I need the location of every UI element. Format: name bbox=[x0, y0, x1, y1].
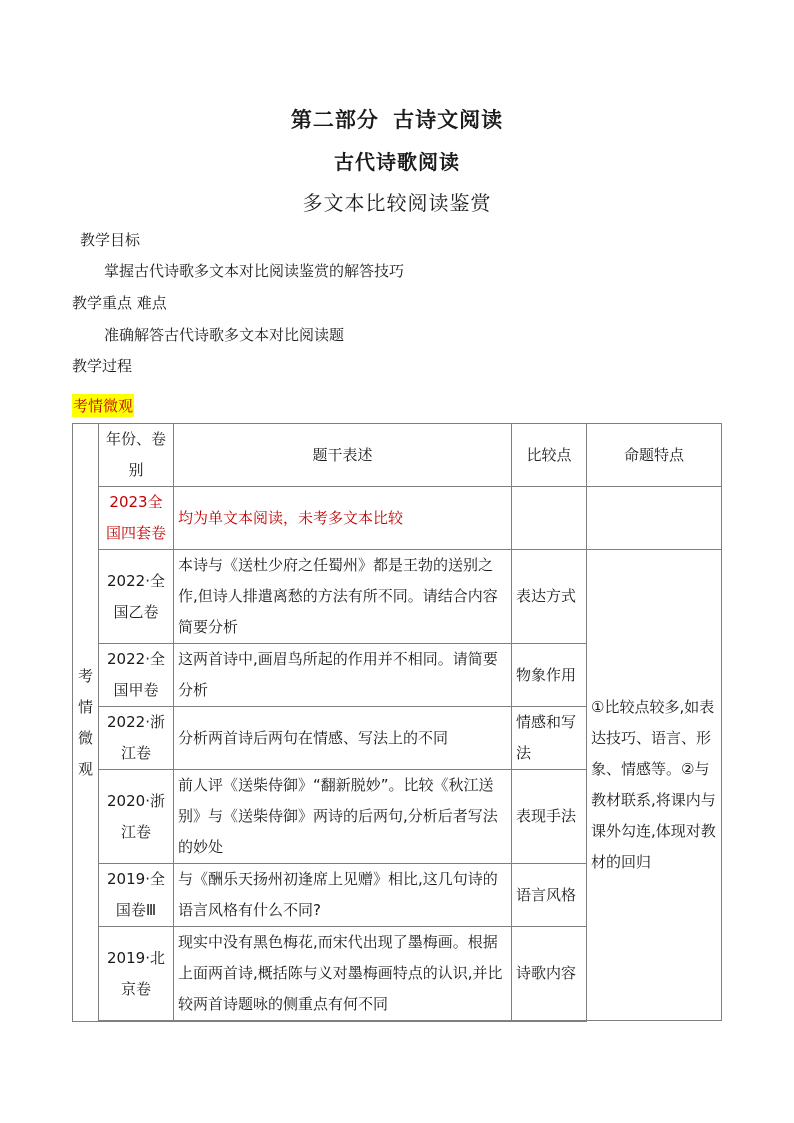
table-header-row bbox=[73, 424, 722, 487]
stem-cell: 本诗与《送杜少府之任蜀州》都是王勃的送别之作,但诗人排遣离愁的方法有所不同。请结合内容简要分析 bbox=[174, 550, 512, 644]
stem-cell: 现实中没有黑色梅花,而宋代出现了墨梅画。根据上面两首诗,概括陈与义对墨梅画特点的认识,并比较两首诗题咏的侧重点有何不同 bbox=[174, 927, 512, 1021]
stem-cell: 均为单文本阅读，未考多文本比较 bbox=[174, 487, 512, 550]
point-cell bbox=[512, 487, 587, 550]
header-stem: 题干表述 bbox=[174, 424, 512, 487]
year-cell: 2019·北京卷 bbox=[99, 927, 174, 1021]
header-feature: 命题特点 bbox=[587, 424, 722, 487]
header-year: 年份、卷别 bbox=[99, 424, 174, 487]
year-cell: 2022·全国乙卷 bbox=[99, 550, 174, 644]
point-cell: 诗歌内容 bbox=[512, 927, 587, 1021]
year-cell bbox=[99, 1021, 174, 1022]
goal-heading: 教学目标 bbox=[80, 231, 141, 249]
key-text: 准确解答古代诗歌多文本对比阅读题 bbox=[104, 326, 345, 344]
stem-cell: 分析两首诗后两句在情感、写法上的不同 bbox=[174, 707, 512, 770]
stem-cell: 前人评《送柴侍御》“翻新脱妙”。比较《秋江送别》与《送柴侍御》两诗的后两句,分析后者写法的妙处 bbox=[174, 770, 512, 864]
stem-cell bbox=[174, 1021, 512, 1022]
feature-cell-empty bbox=[587, 487, 722, 550]
exam-analysis-table bbox=[72, 423, 722, 1022]
point-cell: 物象作用 bbox=[512, 644, 587, 707]
table-row bbox=[73, 487, 722, 550]
chapter-title: 古代诗歌阅读 bbox=[334, 150, 460, 174]
point-cell bbox=[512, 1021, 587, 1022]
year-cell: 2023全国四套卷 bbox=[99, 487, 174, 550]
goal-text: 掌握古代诗歌多文本对比阅读鉴赏的解答技巧 bbox=[104, 262, 405, 280]
table-row bbox=[73, 550, 722, 644]
point-cell: 语言风格 bbox=[512, 864, 587, 927]
process-heading: 教学过程 bbox=[72, 357, 133, 375]
side-label-cell bbox=[73, 424, 99, 1022]
side-label: 考情微观 bbox=[77, 666, 93, 778]
year-cell: 2020·浙江卷 bbox=[99, 770, 174, 864]
part-title: 第二部分 古诗文阅读 bbox=[290, 108, 504, 132]
highlight-label: 考情微观 bbox=[72, 394, 134, 417]
year-cell: 2022·浙江卷 bbox=[99, 707, 174, 770]
stem-cell: 这两首诗中,画眉鸟所起的作用并不相同。请简要分析 bbox=[174, 644, 512, 707]
topic-title: 多文本比较阅读鉴赏 bbox=[302, 191, 492, 215]
header-point: 比较点 bbox=[512, 424, 587, 487]
point-cell: 情感和写法 bbox=[512, 707, 587, 770]
table-row bbox=[73, 1021, 722, 1022]
point-cell: 表现手法 bbox=[512, 770, 587, 864]
year-cell: 2022·全国甲卷 bbox=[99, 644, 174, 707]
point-cell: 表达方式 bbox=[512, 550, 587, 644]
key-heading: 教学重点 难点 bbox=[72, 294, 167, 312]
feature-cell: ①比较点较多,如表达技巧、语言、形象、情感等。②与教材联系,将课内与课外勾连,体现对教材的回归 bbox=[587, 550, 722, 1021]
year-cell: 2019·全国卷Ⅲ bbox=[99, 864, 174, 927]
stem-cell: 与《酬乐天扬州初逢席上见赠》相比,这几句诗的语言风格有什么不同? bbox=[174, 864, 512, 927]
